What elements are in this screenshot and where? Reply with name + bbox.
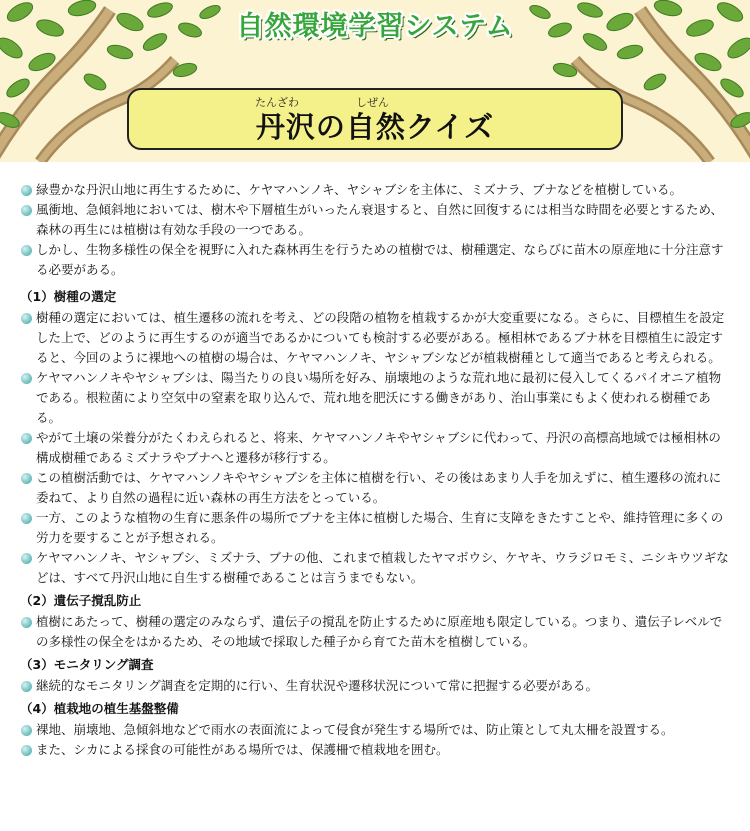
site-title: 自然環境学習システム xyxy=(236,11,514,42)
quiz-title: 丹沢の自然クイズ xyxy=(255,110,495,144)
content-body xyxy=(18,180,732,760)
bullet-icon xyxy=(21,745,32,756)
list-item: また、シカによる採食の可能性がある場所では、保護柵で植栽地を囲む。 xyxy=(18,740,732,760)
list-item: 継続的なモニタリング調査を定期的に行い、生育状況や遷移状況について常に把握する必要がある。 xyxy=(18,676,732,696)
ruby-shizen: しぜん xyxy=(356,96,389,109)
list-item: 一方、このような植物の生育に悪条件の場所でブナを主体に植樹した場合、生育に支障をきたすことや、維持管理に多くの労力を要することが予想される。 xyxy=(18,508,732,548)
bullet-icon xyxy=(21,433,32,444)
section-heading: （4）植栽地の植生基盤整備 xyxy=(20,701,179,716)
bullet-icon xyxy=(21,725,32,736)
ruby-tanzawa: たんざわ xyxy=(255,96,299,109)
list-item: 裸地、崩壊地、急傾斜地などで雨水の表面流によって侵食が発生する場所では、防止策として丸太柵を設置する。 xyxy=(18,720,732,740)
intro-item: しかし、生物多様性の保全を視野に入れた森林再生を行うための植樹では、樹種選定、ならびに苗木の原産地に十分注意する必要がある。 xyxy=(18,240,732,280)
section-heading: （3）モニタリング調査 xyxy=(20,657,154,672)
bullet-icon xyxy=(21,245,32,256)
bullet-icon xyxy=(21,373,32,384)
intro-item: 緑豊かな丹沢山地に再生するために、ケヤマハンノキ、ヤシャブシを主体に、ミズナラ、ブナなどを植樹している。 xyxy=(18,180,732,200)
bullet-icon xyxy=(21,681,32,692)
bullet-icon xyxy=(21,205,32,216)
list-item: 樹種の選定においては、植生遷移の流れを考え、どの段階の植物を植栽するかが大変重要になる。さらに、目標植生を設定した上で、どのように再生するのが適当であるかについても検討する必要がある。極相林であるブナ林を目標植生に設定すると、今回のように裸地への植樹の場合は、ケヤマハンノキ、ヤシャブシなどが植栽樹種として適当であると考えられる。 xyxy=(18,308,732,368)
list-item: 植樹にあたって、樹種の選定のみならず、遺伝子の撹乱を防止するために原産地も限定している。つまり、遺伝子レベルでの多様性の保全をはかるため、その地域で採取した種子から育てた苗木を植樹している。 xyxy=(18,612,732,652)
bullet-icon xyxy=(21,313,32,324)
intro-item: 風衝地、急傾斜地においては、樹木や下層植生がいったん衰退すると、自然に回復するには相当な時間を必要とするため、森林の再生には植樹は有効な手段の一つである。 xyxy=(18,200,732,240)
list-item: やがて土壌の栄養分がたくわえられると、将来、ケヤマハンノキやヤシャブシに代わって、丹沢の高標高地域では極相林の構成樹種であるミズナラやブナへと遷移が移行する。 xyxy=(18,428,732,468)
bullet-icon xyxy=(21,473,32,484)
bullet-icon xyxy=(21,553,32,564)
list-item: この植樹活動では、ケヤマハンノキやヤシャブシを主体に植樹を行い、その後はあまり人手を加えずに、植生遷移の流れに委ねて、より自然の過程に近い森林の再生方法をとっている。 xyxy=(18,468,732,508)
section-heading: （1）樹種の選定 xyxy=(20,289,117,304)
quiz-title-box xyxy=(127,88,623,150)
bullet-icon xyxy=(21,617,32,628)
bullet-icon xyxy=(21,185,32,196)
list-item: ケヤマハンノキ、ヤシャブシ、ミズナラ、ブナの他、これまで植栽したヤマボウシ、ケヤキ、ウラジロモミ、ニシキウツギなどは、すべて丹沢山地に自生する樹種であることは言うまでもない。 xyxy=(18,548,732,588)
list-item: ケヤマハンノキやヤシャブシは、陽当たりの良い場所を好み、崩壊地のような荒れ地に最初に侵入してくるパイオニア植物である。根粒菌により空気中の窒素を取り込んで、荒れ地を肥沃にする働きがあり、治山事業にもよく使われる樹種である。 xyxy=(18,368,732,428)
page-header xyxy=(0,0,750,162)
bullet-icon xyxy=(21,513,32,524)
section-heading: （2）遺伝子撹乱防止 xyxy=(20,593,142,608)
